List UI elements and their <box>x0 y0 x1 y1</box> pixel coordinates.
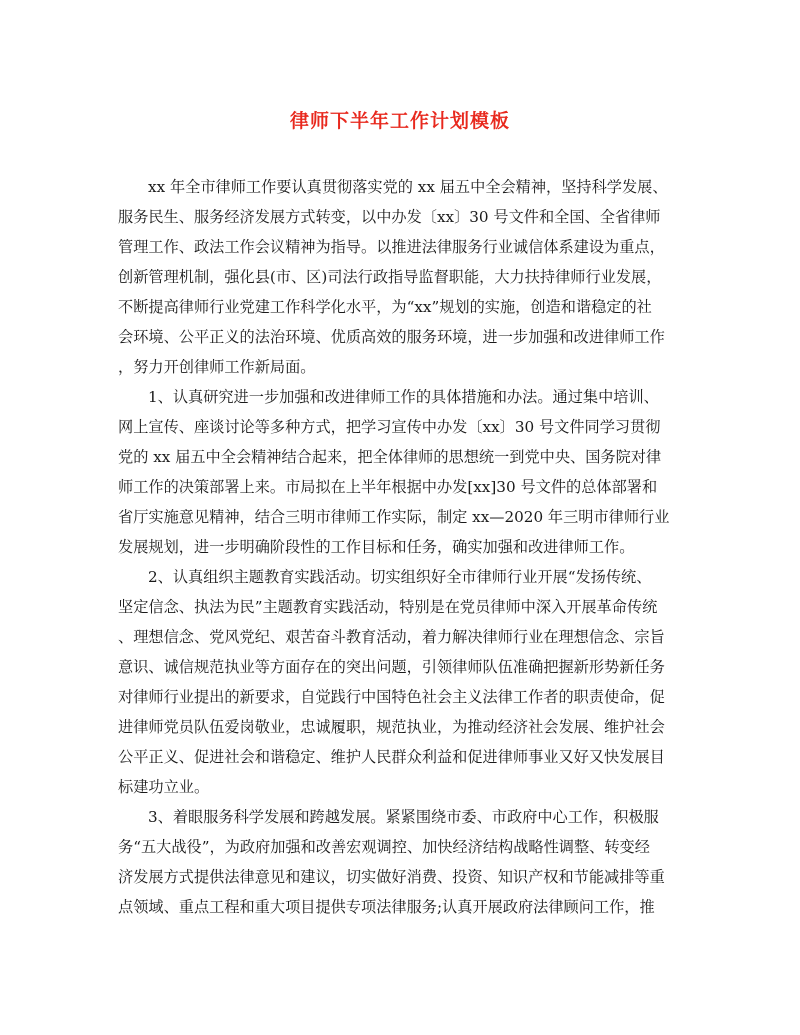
text-line: 会环境、公平正义的法治环境、优质高效的服务环境，进一步加强和改进律师工作 <box>118 328 665 346</box>
text-line: 意识、诚信规范执业等方面存在的突出问题，引领律师队伍准确把握新形势新任务 <box>118 658 665 676</box>
text-line: 不断提高律师行业党建工作科学化水平，为“xx”规划的实施，创造和谐稳定的社 <box>118 298 652 316</box>
text-line: 标建功立业。 <box>118 778 210 796</box>
text-line: 对律师行业提出的新要求，自觉践行中国特色社会主义法律工作者的职责使命，促 <box>118 688 665 706</box>
document-title: 律师下半年工作计划模板 <box>289 110 510 132</box>
text-line: 公平正义、促进社会和谐稳定、维护人民群众利益和促进律师事业又好又快发展目 <box>118 748 665 766</box>
text-line: 、理想信念、党风党纪、艰苦奋斗教育活动，着力解决律师行业在理想信念、宗旨 <box>118 628 665 646</box>
text-line: 师工作的决策部署上来。市局拟在上半年根据中办发[xx]30 号文件的总体部署和 <box>118 478 658 496</box>
text-line: 省厅实施意见精神，结合三明市律师工作实际，制定 xx—2020 年三明市律师行业 <box>118 508 670 526</box>
text-line: 网上宣传、座谈讨论等多种方式，把学习宣传中办发〔xx〕30 号文件同学习贯彻 <box>118 418 661 436</box>
text-line: 务“五大战役”，为政府加强和改善宏观调控、加快经济结构战略性调整、转变经 <box>118 838 650 856</box>
text-line: 坚定信念、执法为民”主题教育实践活动，特别是在党员律师中深入开展革命传统 <box>118 598 658 616</box>
text-line: 点领域、重点工程和重大项目提供专项法律服务;认真开展政府法律顾问工作，推 <box>118 898 655 916</box>
text-line: 2、认真组织主题教育实践活动。切实组织好全市律师行业开展“发扬传统、 <box>148 568 652 586</box>
text-line: ，努力开创律师工作新局面。 <box>118 358 316 376</box>
text-line: 1、认真研究进一步加强和改进律师工作的具体措施和办法。通过集中培训、 <box>148 388 659 406</box>
text-line: 创新管理机制，强化县(市、区)司法行政指导监督职能，大力扶持律师行业发展， <box>118 268 662 286</box>
text-line: 管理工作、政法工作会议精神为指导。以推进法律服务行业诚信体系建设为重点， <box>118 238 665 256</box>
text-line: 进律师党员队伍爱岗敬业，忠诚履职，规范执业，为推动经济社会发展、维护社会 <box>118 718 665 736</box>
text-line: xx 年全市律师工作要认真贯彻落实党的 xx 届五中全会精神，坚持科学发展、 <box>148 178 668 196</box>
text-line: 服务民生、服务经济发展方式转变，以中办发〔xx〕30 号文件和全国、全省律师 <box>118 208 661 226</box>
text-line: 党的 xx 届五中全会精神结合起来，把全体律师的思想统一到党中央、国务院对律 <box>118 448 662 466</box>
text-line: 发展规划，进一步明确阶段性的工作目标和任务，确实加强和改进律师工作。 <box>118 538 635 556</box>
text-line: 3、着眼服务科学发展和跨越发展。紧紧围绕市委、市政府中心工作，积极服 <box>148 808 659 826</box>
text-line: 济发展方式提供法律意见和建议，切实做好消费、投资、知识产权和节能减排等重 <box>118 868 665 886</box>
